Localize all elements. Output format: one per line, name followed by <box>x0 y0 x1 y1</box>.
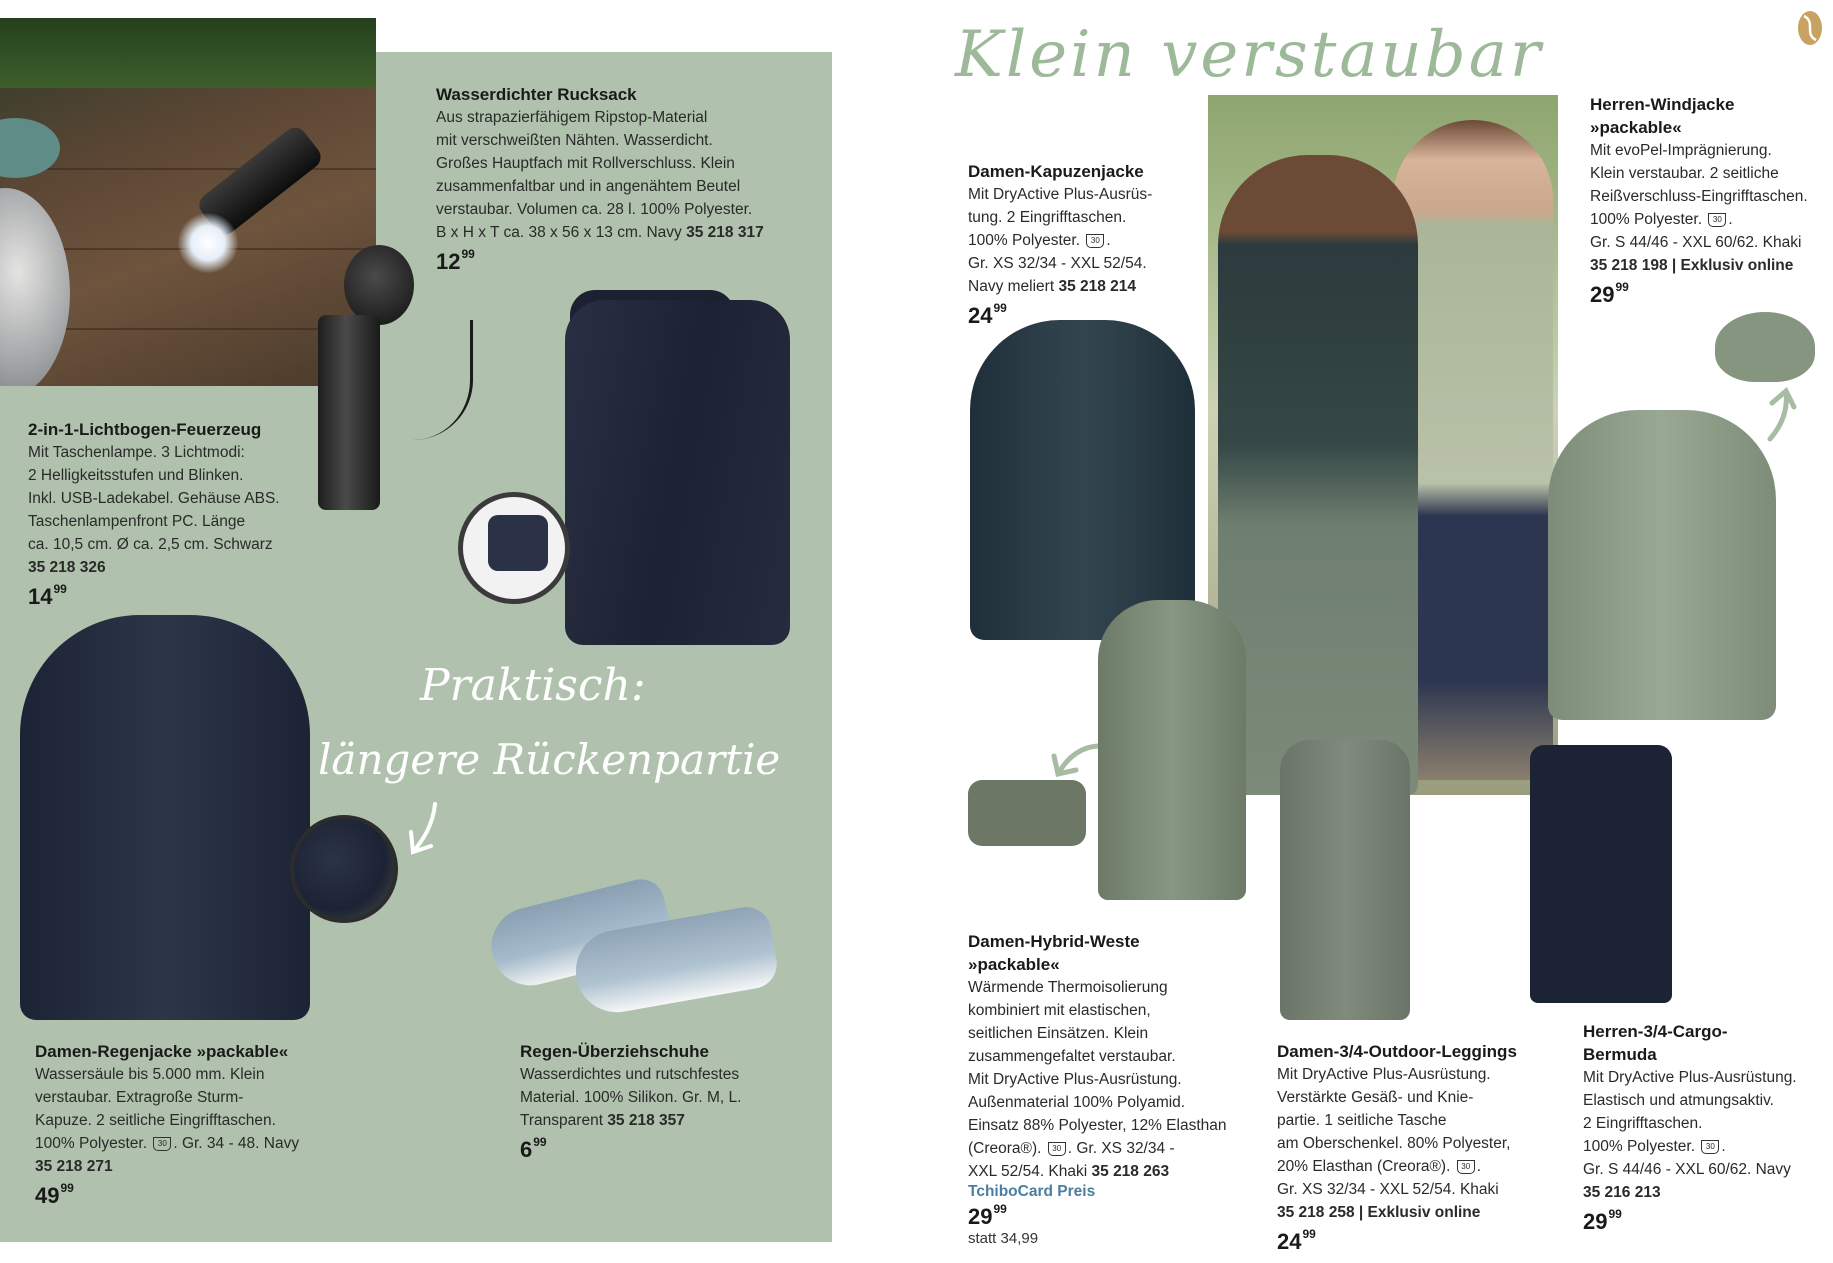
product-desc: (Creora®). 30 . Gr. XS 32/34 - <box>968 1140 1175 1157</box>
article-number: 35 218 326 <box>28 559 106 576</box>
wood-grain <box>0 168 376 170</box>
product-desc: Navy meliert 35 218 214 <box>968 278 1137 295</box>
pot-image <box>0 188 70 386</box>
product-title: Bermuda <box>1583 1045 1657 1064</box>
product-desc: Wassersäule bis 5.000 mm. Klein <box>35 1066 265 1083</box>
rain-jacket-image <box>20 615 310 1020</box>
product-desc: B x H x T ca. 38 x 56 x 13 cm. Navy 35 218 317 <box>436 224 764 241</box>
wind-jacket-block <box>1590 93 1830 308</box>
product-desc: XXL 52/54. Khaki 35 218 263 <box>968 1163 1170 1180</box>
product-title: Damen-3/4-Outdoor-Leggings <box>1277 1042 1517 1061</box>
product-desc: Mit DryActive Plus-Ausrüstung. <box>1583 1069 1797 1086</box>
wash-30-icon: 30 <box>1457 1160 1475 1174</box>
product-desc: Aus strapazierfähigem Ripstop-Material <box>436 109 708 126</box>
product-desc: Gr. S 44/46 - XXL 60/62. Khaki <box>1590 234 1802 251</box>
arrow-up-icon <box>1760 385 1800 445</box>
product-desc: 100% Polyester. 30 . <box>1583 1138 1726 1155</box>
product-title: Herren-Windjacke <box>1590 95 1735 114</box>
hooded-jacket-image <box>970 320 1195 640</box>
price: $49^{99}$ <box>35 1181 74 1208</box>
product-desc: verstaubar. Extragroße Sturm- <box>35 1089 244 1106</box>
arrow-down-icon <box>405 800 445 860</box>
product-desc: kombiniert mit elastischen, <box>968 1002 1151 1019</box>
product-title: Damen-Regenjacke »packable« <box>35 1042 289 1061</box>
product-desc: 20% Elasthan (Creora®). 30 . <box>1277 1158 1482 1175</box>
grass-background <box>0 18 376 88</box>
article-number: 35 218 258 <box>1277 1204 1355 1221</box>
bermuda-block <box>1583 1020 1828 1235</box>
product-desc: 2 Eingrifftaschen. <box>1583 1115 1703 1132</box>
product-desc: Gr. S 44/46 - XXL 60/62. Navy <box>1583 1161 1791 1178</box>
wash-30-icon: 30 <box>153 1137 171 1151</box>
product-desc: Inkl. USB-Ladekabel. Gehäuse ABS. <box>28 490 280 507</box>
product-desc: Material. 100% Silikon. Gr. M, L. <box>520 1089 742 1106</box>
hybrid-vest-image <box>1098 600 1246 900</box>
exclusive-online-label: Exklusiv online <box>1680 257 1794 274</box>
lighter-cap-image <box>344 245 414 325</box>
product-desc: Gr. XS 32/34 - XXL 52/54. <box>968 255 1147 272</box>
product-title: Regen-Überziehschuhe <box>520 1042 709 1061</box>
tchibo-bean-logo <box>1794 8 1826 48</box>
tchibocard-price-label: TchiboCard Preis <box>968 1183 1096 1200</box>
product-title: Damen-Kapuzenjacke <box>968 162 1144 181</box>
product-desc: Reißverschluss-Eingrifftaschen. <box>1590 188 1808 205</box>
article-number: 35 218 214 <box>1058 278 1137 295</box>
original-price: statt 34,99 <box>968 1230 1039 1247</box>
wash-30-icon: 30 <box>1701 1140 1719 1154</box>
price: $14^{99}$ <box>28 582 67 609</box>
page-heading: Klein verstaubar <box>955 18 1544 92</box>
script-note-line1: Praktisch: <box>420 660 646 711</box>
price: $6^{99}$ <box>520 1135 547 1162</box>
product-desc: Wärmende Thermoisolierung <box>968 979 1168 996</box>
bermuda-image <box>1530 745 1672 1003</box>
product-desc: Klein verstaubar. 2 seitliche <box>1590 165 1779 182</box>
product-desc: Taschenlampenfront PC. Länge <box>28 513 246 530</box>
article-number: 35 218 357 <box>607 1112 685 1129</box>
product-desc: am Oberschenkel. 80% Polyester, <box>1277 1135 1511 1152</box>
product-desc: zusammenfaltbar und in angenähtem Beutel <box>436 178 741 195</box>
product-desc: 35 218 258 | Exklusiv online <box>1277 1204 1481 1221</box>
product-desc: 2 Helligkeitsstufen und Blinken. <box>28 467 244 484</box>
article-number: 35 218 263 <box>1091 1163 1170 1180</box>
product-desc: Kapuze. 2 seitliche Eingrifftaschen. <box>35 1112 276 1129</box>
price: $29^{99}$ <box>1590 280 1629 307</box>
product-desc: tung. 2 Eingrifftaschen. <box>968 209 1127 226</box>
price: $24^{99}$ <box>968 301 1007 328</box>
product-desc: 100% Polyester. 30 . Gr. 34 - 48. Navy <box>35 1135 300 1152</box>
product-desc: Mit DryActive Plus-Ausrüs- <box>968 186 1153 203</box>
product-desc: Großes Hauptfach mit Rollverschluss. Klein <box>436 155 735 172</box>
hooded-jacket-block <box>968 160 1208 329</box>
hybrid-vest-block <box>968 930 1268 1247</box>
packed-jacket-image <box>1715 312 1815 382</box>
product-title: Herren-3/4-Cargo- <box>1583 1022 1728 1041</box>
product-title: Wasserdichter Rucksack <box>436 85 637 104</box>
pouch-image <box>488 515 548 571</box>
product-desc: ca. 10,5 cm. Ø ca. 2,5 cm. Schwarz <box>28 536 273 553</box>
product-desc: seitlichen Einsätzen. Klein <box>968 1025 1149 1042</box>
price: $24^{99}$ <box>1277 1227 1316 1254</box>
product-desc: 100% Polyester. 30 . <box>968 232 1111 249</box>
wash-30-icon: 30 <box>1086 234 1104 248</box>
leggings-block <box>1277 1040 1567 1255</box>
back-detail-inset <box>290 815 398 923</box>
product-desc: 35 218 198 | Exklusiv online <box>1590 257 1794 274</box>
product-desc: Mit DryActive Plus-Ausrüstung. <box>1277 1066 1491 1083</box>
rain-jacket-block <box>35 1040 375 1209</box>
rucksack-block <box>436 83 816 275</box>
price: $29^{99}$ <box>968 1202 1007 1229</box>
article-number: 35 218 198 <box>1590 257 1668 274</box>
product-title: »packable« <box>1590 118 1682 137</box>
product-desc: Einsatz 88% Polyester, 12% Elasthan <box>968 1117 1227 1134</box>
product-desc: Mit evoPel-Imprägnierung. <box>1590 142 1772 159</box>
product-desc: zusammengefaltet verstaubar. <box>968 1048 1176 1065</box>
wash-30-icon: 30 <box>1708 213 1726 227</box>
article-number: 35 218 271 <box>35 1158 113 1175</box>
vest-pouch-image <box>968 780 1086 846</box>
product-desc: partie. 1 seitliche Tasche <box>1277 1112 1447 1129</box>
product-desc: Außenmaterial 100% Polyamid. <box>968 1094 1186 1111</box>
lighter-block <box>28 418 328 610</box>
article-number: 35 218 317 <box>686 224 764 241</box>
wind-jacket-image <box>1548 410 1776 720</box>
article-number: 35 216 213 <box>1583 1184 1661 1201</box>
overshoes-block <box>520 1040 820 1163</box>
product-desc: Mit Taschenlampe. 3 Lichtmodi: <box>28 444 245 461</box>
product-desc: 100% Polyester. 30 . <box>1590 211 1733 228</box>
product-desc: mit verschweißten Nähten. Wasserdicht. <box>436 132 713 149</box>
product-desc: Mit DryActive Plus-Ausrüstung. <box>968 1071 1182 1088</box>
product-desc: Gr. XS 32/34 - XXL 52/54. Khaki <box>1277 1181 1499 1198</box>
product-desc: Transparent 35 218 357 <box>520 1112 685 1129</box>
product-title: Damen-Hybrid-Weste <box>968 932 1140 951</box>
script-note-line2: längere Rückenpartie <box>318 735 781 784</box>
product-title: 2-in-1-Lichtbogen-Feuerzeug <box>28 420 262 439</box>
product-title: »packable« <box>968 955 1060 974</box>
product-desc: Elastisch und atmungsaktiv. <box>1583 1092 1774 1109</box>
product-desc: verstaubar. Volumen ca. 28 l. 100% Polyester. <box>436 201 753 218</box>
price: $29^{99}$ <box>1583 1207 1622 1234</box>
product-desc: Verstärkte Gesäß- und Knie- <box>1277 1089 1474 1106</box>
lifestyle-photo <box>1208 95 1558 795</box>
exclusive-online-label: Exklusiv online <box>1367 1204 1481 1221</box>
price: $12^{99}$ <box>436 247 475 274</box>
backpack-image <box>565 300 790 645</box>
torch-beam <box>178 213 238 273</box>
product-desc: Wasserdichtes und rutschfestes <box>520 1066 740 1083</box>
leggings-image <box>1280 740 1410 1020</box>
woman-figure <box>1218 155 1418 795</box>
wash-30-icon: 30 <box>1048 1142 1066 1156</box>
